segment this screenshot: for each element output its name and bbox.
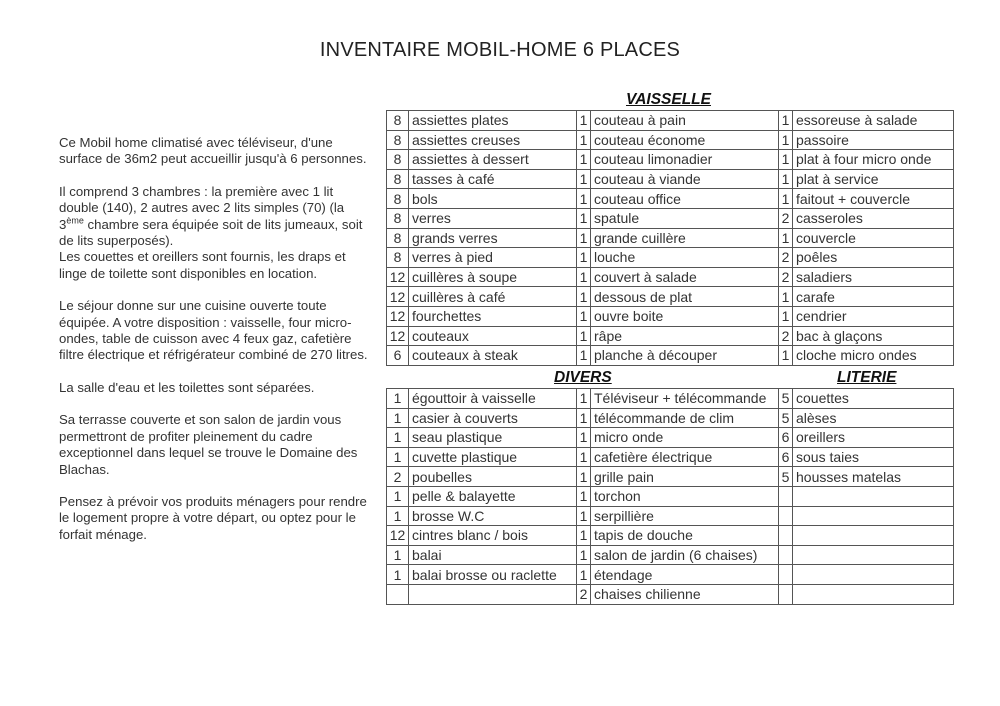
- item-cell: pelle & balayette: [409, 486, 577, 506]
- quantity-cell: 1: [577, 208, 591, 228]
- item-cell: cuillères à soupe: [409, 267, 577, 287]
- item-cell: balai brosse ou raclette: [409, 565, 577, 585]
- table-row: [387, 545, 954, 565]
- quantity-cell: 1: [387, 447, 409, 467]
- item-cell: planche à découper: [591, 346, 779, 366]
- quantity-cell: [779, 565, 793, 585]
- item-cell: verres: [409, 208, 577, 228]
- quantity-cell: 12: [387, 267, 409, 287]
- item-cell: torchon: [591, 486, 779, 506]
- item-cell: couteaux: [409, 326, 577, 346]
- quantity-cell: 2: [779, 267, 793, 287]
- quantity-cell: 1: [577, 467, 591, 487]
- item-cell: ouvre boite: [591, 306, 779, 326]
- item-cell: oreillers: [793, 428, 954, 448]
- item-cell: égouttoir à vaisselle: [409, 389, 577, 409]
- item-cell: sous taies: [793, 447, 954, 467]
- item-cell: casseroles: [793, 208, 954, 228]
- item-cell: [409, 584, 577, 604]
- table-row: [387, 228, 954, 248]
- item-cell: chaises chilienne: [591, 584, 779, 604]
- item-cell: grands verres: [409, 228, 577, 248]
- quantity-cell: 1: [577, 169, 591, 189]
- quantity-cell: 1: [387, 486, 409, 506]
- item-cell: couvercle: [793, 228, 954, 248]
- quantity-cell: 1: [577, 287, 591, 307]
- quantity-cell: 8: [387, 169, 409, 189]
- table-row: [387, 169, 954, 189]
- item-cell: étendage: [591, 565, 779, 585]
- quantity-cell: [387, 584, 409, 604]
- literie-title: LITERIE: [837, 369, 897, 386]
- divers-table: [386, 388, 954, 605]
- quantity-cell: 5: [779, 467, 793, 487]
- quantity-cell: 1: [387, 506, 409, 526]
- table-row: [387, 506, 954, 526]
- quantity-cell: 1: [577, 130, 591, 150]
- item-cell: cloche micro ondes: [793, 346, 954, 366]
- description-paragraph: Il comprend 3 chambres : la première avec 1 lit double (140), 2 autres avec 2 lits simples (70) (la 3ème chambre sera équipée soit de lits jumeaux, soit de lits superposés).: [59, 183, 363, 249]
- quantity-cell: 1: [577, 447, 591, 467]
- table-row: [387, 248, 954, 268]
- table-row: [387, 565, 954, 585]
- item-cell: [793, 545, 954, 565]
- item-cell: salon de jardin (6 chaises): [591, 545, 779, 565]
- quantity-cell: 5: [779, 408, 793, 428]
- table-row: [387, 408, 954, 428]
- description-paragraph: La salle d'eau et les toilettes sont séparées.: [59, 379, 315, 395]
- quantity-cell: 8: [387, 248, 409, 268]
- quantity-cell: 1: [779, 189, 793, 209]
- table-row: [387, 428, 954, 448]
- item-cell: couettes: [793, 389, 954, 409]
- quantity-cell: 12: [387, 326, 409, 346]
- item-cell: carafe: [793, 287, 954, 307]
- quantity-cell: 1: [387, 545, 409, 565]
- item-cell: couteau économe: [591, 130, 779, 150]
- item-cell: passoire: [793, 130, 954, 150]
- quantity-cell: 2: [387, 467, 409, 487]
- quantity-cell: 1: [577, 326, 591, 346]
- quantity-cell: 1: [577, 389, 591, 409]
- quantity-cell: 1: [779, 111, 793, 131]
- quantity-cell: 2: [779, 248, 793, 268]
- quantity-cell: 12: [387, 306, 409, 326]
- quantity-cell: 1: [577, 408, 591, 428]
- quantity-cell: 1: [577, 111, 591, 131]
- table-row: [387, 526, 954, 546]
- quantity-cell: 8: [387, 189, 409, 209]
- table-row: [387, 447, 954, 467]
- quantity-cell: 1: [577, 150, 591, 170]
- quantity-cell: [779, 545, 793, 565]
- item-cell: cafetière électrique: [591, 447, 779, 467]
- item-cell: dessous de plat: [591, 287, 779, 307]
- item-cell: seau plastique: [409, 428, 577, 448]
- item-cell: couteau à pain: [591, 111, 779, 131]
- quantity-cell: 1: [577, 486, 591, 506]
- quantity-cell: 1: [577, 189, 591, 209]
- table-row: [387, 150, 954, 170]
- description: [59, 135, 371, 559]
- quantity-cell: 1: [577, 228, 591, 248]
- item-cell: assiettes plates: [409, 111, 577, 131]
- item-cell: essoreuse à salade: [793, 111, 954, 131]
- item-cell: assiettes à dessert: [409, 150, 577, 170]
- item-cell: cuvette plastique: [409, 447, 577, 467]
- description-paragraph: Pensez à prévoir vos produits ménagers pour rendre le logement propre à votre départ, ou optez pour le forfait ménage.: [59, 493, 367, 542]
- quantity-cell: 8: [387, 150, 409, 170]
- quantity-cell: 2: [577, 584, 591, 604]
- quantity-cell: 1: [387, 428, 409, 448]
- vaisselle-title: VAISSELLE: [626, 91, 711, 108]
- item-cell: louche: [591, 248, 779, 268]
- table-row: [387, 584, 954, 604]
- quantity-cell: 1: [577, 248, 591, 268]
- item-cell: cuillères à café: [409, 287, 577, 307]
- quantity-cell: 1: [577, 306, 591, 326]
- item-cell: balai: [409, 545, 577, 565]
- item-cell: faitout + couvercle: [793, 189, 954, 209]
- item-cell: [793, 486, 954, 506]
- item-cell: bac à glaçons: [793, 326, 954, 346]
- quantity-cell: 8: [387, 208, 409, 228]
- item-cell: couteau limonadier: [591, 150, 779, 170]
- item-cell: alèses: [793, 408, 954, 428]
- vaisselle-table: [386, 110, 954, 366]
- item-cell: [793, 584, 954, 604]
- item-cell: micro onde: [591, 428, 779, 448]
- item-cell: grille pain: [591, 467, 779, 487]
- quantity-cell: 1: [779, 287, 793, 307]
- quantity-cell: 1: [779, 346, 793, 366]
- description-paragraph: Ce Mobil home climatisé avec téléviseur, d'une surface de 36m2 peut accueillir jusqu'à 6 personnes.: [59, 135, 367, 167]
- table-row: [387, 467, 954, 487]
- quantity-cell: [779, 486, 793, 506]
- quantity-cell: 8: [387, 228, 409, 248]
- item-cell: [793, 506, 954, 526]
- table-row: [387, 326, 954, 346]
- quantity-cell: 1: [577, 565, 591, 585]
- divers-title: DIVERS: [554, 369, 612, 386]
- quantity-cell: 1: [577, 428, 591, 448]
- table-row: [387, 189, 954, 209]
- item-cell: poêles: [793, 248, 954, 268]
- description-paragraph: Le séjour donne sur une cuisine ouverte toute équipée. A votre disposition : vaisselle, four micro-ondes, table de cuisson avec 4 feux gaz, cafetière filtre électrique et réfrigérateur combiné de 270 litres.: [59, 298, 368, 363]
- table-row: [387, 389, 954, 409]
- item-cell: poubelles: [409, 467, 577, 487]
- quantity-cell: 1: [779, 130, 793, 150]
- item-cell: cendrier: [793, 306, 954, 326]
- item-cell: assiettes creuses: [409, 130, 577, 150]
- quantity-cell: 1: [577, 267, 591, 287]
- quantity-cell: 6: [387, 346, 409, 366]
- item-cell: verres à pied: [409, 248, 577, 268]
- description-paragraph: Les couettes et oreillers sont fournis, les draps et linge de toilette sont disponibles en location.: [59, 249, 346, 281]
- table-row: [387, 267, 954, 287]
- quantity-cell: 1: [779, 306, 793, 326]
- quantity-cell: 2: [779, 208, 793, 228]
- quantity-cell: 1: [387, 389, 409, 409]
- item-cell: cintres blanc / bois: [409, 526, 577, 546]
- item-cell: brosse W.C: [409, 506, 577, 526]
- description-paragraph: Sa terrasse couverte et son salon de jardin vous permettront de profiter pleinement du cadre exceptionnel dans lequel se trouve le Domaine des Blachas.: [59, 412, 358, 477]
- table-row: [387, 208, 954, 228]
- quantity-cell: [779, 526, 793, 546]
- table-row: [387, 346, 954, 366]
- table-row: [387, 130, 954, 150]
- item-cell: [793, 565, 954, 585]
- quantity-cell: 1: [577, 545, 591, 565]
- quantity-cell: 5: [779, 389, 793, 409]
- quantity-cell: 1: [577, 346, 591, 366]
- item-cell: serpillière: [591, 506, 779, 526]
- item-cell: couteaux à steak: [409, 346, 577, 366]
- quantity-cell: 12: [387, 526, 409, 546]
- quantity-cell: 1: [779, 228, 793, 248]
- item-cell: télécommande de clim: [591, 408, 779, 428]
- item-cell: plat à four micro onde: [793, 150, 954, 170]
- item-cell: couvert à salade: [591, 267, 779, 287]
- item-cell: fourchettes: [409, 306, 577, 326]
- table-row: [387, 486, 954, 506]
- table-row: [387, 306, 954, 326]
- item-cell: [793, 526, 954, 546]
- quantity-cell: 1: [779, 150, 793, 170]
- quantity-cell: [779, 506, 793, 526]
- quantity-cell: 1: [387, 408, 409, 428]
- quantity-cell: 6: [779, 428, 793, 448]
- item-cell: tapis de douche: [591, 526, 779, 546]
- item-cell: plat à service: [793, 169, 954, 189]
- item-cell: couteau office: [591, 189, 779, 209]
- item-cell: saladiers: [793, 267, 954, 287]
- item-cell: râpe: [591, 326, 779, 346]
- quantity-cell: 2: [779, 326, 793, 346]
- item-cell: bols: [409, 189, 577, 209]
- quantity-cell: 6: [779, 447, 793, 467]
- item-cell: housses matelas: [793, 467, 954, 487]
- item-cell: casier à couverts: [409, 408, 577, 428]
- quantity-cell: 8: [387, 111, 409, 131]
- quantity-cell: 1: [387, 565, 409, 585]
- quantity-cell: [779, 584, 793, 604]
- table-row: [387, 287, 954, 307]
- item-cell: tasses à café: [409, 169, 577, 189]
- item-cell: couteau à viande: [591, 169, 779, 189]
- quantity-cell: 1: [577, 526, 591, 546]
- table-row: [387, 111, 954, 131]
- quantity-cell: 1: [779, 169, 793, 189]
- quantity-cell: 8: [387, 130, 409, 150]
- quantity-cell: 1: [577, 506, 591, 526]
- item-cell: spatule: [591, 208, 779, 228]
- quantity-cell: 12: [387, 287, 409, 307]
- item-cell: grande cuillère: [591, 228, 779, 248]
- page-title: INVENTAIRE MOBIL-HOME 6 PLACES: [319, 39, 681, 61]
- item-cell: Téléviseur + télécommande: [591, 389, 779, 409]
